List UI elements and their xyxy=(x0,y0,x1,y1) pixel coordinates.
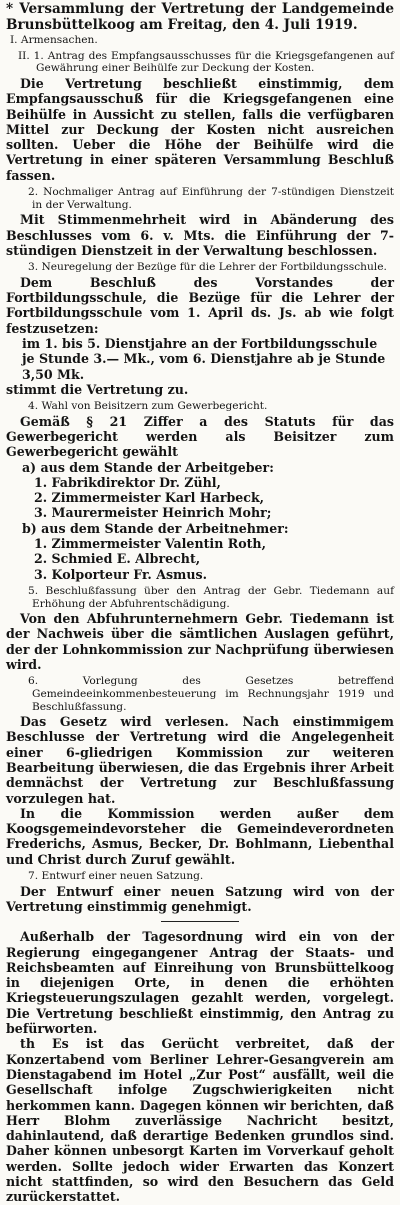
agenda-item-4: 4. Wahl von Beisitzern zum Gewerbegericht. xyxy=(28,400,268,413)
section-divider xyxy=(161,921,239,922)
decision-3-end: stimmt die Vertretung zu. xyxy=(6,381,189,397)
agenda-item-2: 2. Nochmaliger Antrag auf Einführung der 7-stündigen Dienstzeit in der Verwaltung. xyxy=(28,186,394,211)
section-armensachen: I. Armensachen. xyxy=(10,34,98,47)
agenda-item-6: 6. Vorlegung des Gesetzes betreffend Gemeindeeinkommenbesteuerung im Rechnungsjahr 1919 und Beschlußfassung. xyxy=(28,675,394,713)
concert-text: am Dienstagabend im Hotel „Zur Post“ ausfällt, weil die Gesellschaft infolge Zugschwierigkeiten nicht herkommen kann. Dagegen können wir berichten, daß Herr Blohm zuverlässige Nachricht besitzt, dahinlautend, daß derartige Bedenken grundlos sind. Daher können unbesorgt Karten im Vorverkauf geholt werden. Sollte jedoch wider Erwarten das Konzert nicht stattfinden, so wird den Besuchern das Geld zurückerstattet. xyxy=(6,1051,395,1205)
agenda-item-3: 3. Neuregelung der Bezüge für die Lehrer der Fortbildungsschule. xyxy=(28,261,387,274)
article xyxy=(6,0,394,1205)
decision-2: Mit Stimmenmehrheit wird in Abänderung des Beschlusses vom 6. v. Mts. die Einführung der 7-stündigen Dienstzeit in der Verwaltung beschlossen. xyxy=(6,212,394,258)
agenda-item-7: 7. Entwurf einer neuen Satzung. xyxy=(28,870,204,883)
agenda-item-1-number: II. 1. xyxy=(18,49,44,62)
employer-3: 3. Maurermeister Heinrich Mohr; xyxy=(34,505,272,521)
agenda-item-5: 5. Beschlußfassung über den Antrag der Gebr. Tiedemann auf Erhöhung der Abfuhrentschädigung. xyxy=(28,584,394,610)
concert-title: Konzertabend vom Berliner Lehrer-Gesangverein xyxy=(6,1051,365,1067)
employee-3: 3. Kolporteur Fr. Asmus. xyxy=(34,566,208,582)
decision-7: Der Entwurf einer neuen Satzung wird von der Vertretung einstimmig genehmigt. xyxy=(6,883,394,914)
agenda-item-1-text: Antrag des Empfangsausschusses für die Kriegsgefangenen auf Gewährung einer Beihülfe zur Deckung der Kosten. xyxy=(36,49,395,75)
note-outside-agenda: Außerhalb der Tagesordnung wird ein von der Regierung eingegangener Antrag der Staats- und Reichsbeamten auf Einreihung von Brunsbüttelkoog in diejenigen Orte, in denen die erhöhten Kriegsteuerungszulagen gezahlt werden, vorgelegt. Die Vertretung beschließt einstimmig, den Antrag zu befürworten. xyxy=(6,929,394,1037)
concert-lead: th Es ist das Gerücht verbreitet, daß der xyxy=(20,1036,394,1052)
employee-2: 2. Schmied E. Albrecht, xyxy=(34,551,201,567)
decision-6b: In die Kommission werden außer dem Koogsgemeindevorsteher die Gemeindeverordneten Frederichs, Asmus, Becker, Dr. Bohlmann, Liebenthal und Christ durch Zuruf gewählt. xyxy=(6,805,394,867)
employees-label: b) aus dem Stande der Arbeitnehmer: xyxy=(22,520,289,536)
decision-3: Dem Beschluß des Vorstandes der Fortbildungsschule, die Bezüge für die Lehrer der Fortbildungsschule vom 1. April ds. Js. ab wie folgt festzusetzen: xyxy=(6,274,394,336)
decision-3-detail: im 1. bis 5. Dienstjahre an der Fortbildungsschule je Stunde 3.— Mk., vom 6. Dienstjahre ab je Stunde 3,50 Mk. xyxy=(22,335,386,382)
decision-1: Die Vertretung beschließt einstimmig, dem Empfangsausschuß für die Kriegsgefangenen eine Beihülfe in Aussicht zu stellen, falls die verfügbaren Mittel zur Deckung der Kosten nicht ausreichen sollten. Ueber die Höhe der Beihülfe wird die Vertretung in einer späteren Versammlung Beschluß fassen. xyxy=(6,75,394,183)
agenda-item-1 xyxy=(6,50,394,75)
note-concert xyxy=(6,1036,394,1204)
decision-6: Das Gesetz wird verlesen. Nach einstimmigem Beschlusse der Vertretung wird die Angelegenheit einer 6-gliedrigen Kommission zur weiteren Bearbeitung überwiesen, die das Ergebnis ihrer Arbeit demnächst der Vertretung zur Beschlußfassung vorzulegen hat. xyxy=(6,714,394,806)
employer-2: 2. Zimmermeister Karl Harbeck, xyxy=(34,490,265,506)
decision-5: Von den Abfuhrunternehmern Gebr. Tiedemann ist der Nachweis über die sämtlichen Auslagen geführt, der der Lohnkommission zur Nachprüfung überwiesen wird. xyxy=(6,611,394,673)
employer-1: 1. Fabrikdirektor Dr. Zühl, xyxy=(34,474,221,490)
employers-label: a) aus dem Stande der Arbeitgeber: xyxy=(22,459,274,475)
employee-1: 1. Zimmermeister Valentin Roth, xyxy=(34,536,266,552)
article-title: * Versammlung der Vertretung der Landgemeinde Brunsbüttelkoog am Freitag, den 4. Juli 1919. xyxy=(6,1,394,33)
decision-4: Gemäß § 21 Ziffer a des Statuts für das Gewerbegericht werden als Beisitzer zum Gewerbegericht gewählt xyxy=(6,413,394,460)
